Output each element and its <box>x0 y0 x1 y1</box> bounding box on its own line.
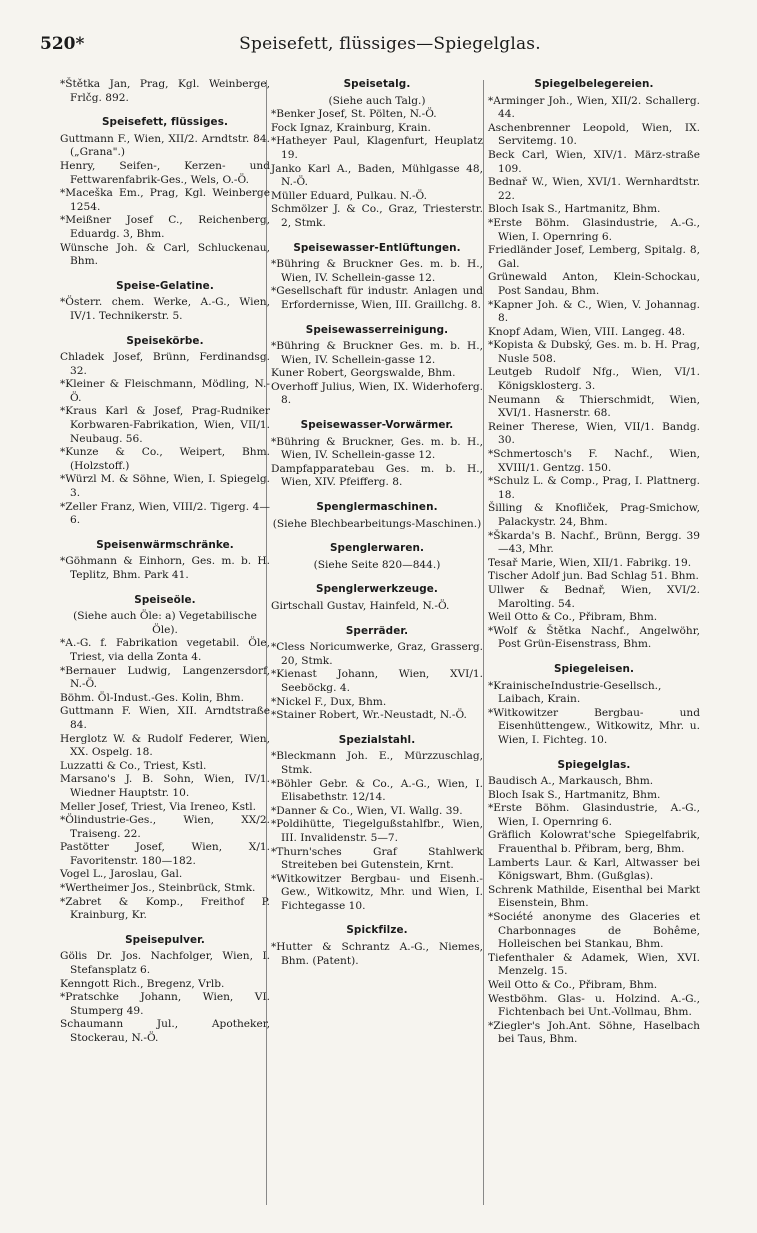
directory-entry: Reiner Therese, Wien, VII/1. Bandg. 30. <box>488 420 700 447</box>
section-note: (Siehe auch Öle: a) Vegetabilische Öle). <box>73 610 257 636</box>
directory-entry: Luzzatti & Co., Triest, Kstl. <box>60 759 207 772</box>
directory-entry: *Cless Noricumwerke, Graz, Grasserg. 20, Stmk. <box>271 641 483 667</box>
directory-entry: Knopf Adam, Wien, VIII. Langeg. 48. <box>488 325 686 338</box>
section-heading: Speisewasserreinigung. <box>305 323 449 336</box>
page-number: 520* <box>40 34 85 54</box>
directory-entry: Henry, Seifen-, Kerzen- und Fettwarenfabrik-Ges., Wels, O.-Ö. <box>60 159 270 186</box>
directory-entry: Vogel L., Jaroslau, Gal. <box>60 868 183 881</box>
directory-entry: Baudisch A., Markausch, Bhm. <box>488 775 654 788</box>
directory-entry: *Ziegler's Joh.Ant. Söhne, Haselbach bei Taus, Bhm. <box>488 1019 700 1046</box>
directory-entry: Girtschall Gustav, Hainfeld, N.-Ö. <box>271 600 450 612</box>
directory-entry: *Böhler Gebr. & Co., A.-G., Wien, I. Elisabethstr. 12/14. <box>271 777 483 804</box>
directory-entry: Ullwer & Bednař, Wien, XVI/2. Marolting. 54. <box>488 583 700 610</box>
section-heading: Spenglerwerkzeuge. <box>316 583 438 596</box>
section-heading: Sperräder. <box>345 624 409 637</box>
directory-entry: Grünewald Anton, Klein-Schockau, Post Sandau, Bhm. <box>488 271 700 297</box>
directory-entry: Weil Otto & Co., Přibram, Bhm. <box>488 611 658 624</box>
column-1 <box>60 78 270 1046</box>
directory-entry: Meller Josef, Triest, Via Ireneo, Kstl. <box>60 800 257 813</box>
directory-entry: Bloch Isak S., Hartmanitz, Bhm. <box>488 203 661 216</box>
section-heading: Spiegeleisen. <box>553 662 635 675</box>
directory-entry: Dampfapparatebau Ges. m. b. H., Wien, XIV. Pfeifferg. 8. <box>271 462 483 489</box>
directory-entry: Guttmann F. Wien, XII. Arndtstraße 84. <box>60 705 270 731</box>
section-heading: Speisenwärmschränke. <box>96 538 234 551</box>
directory-entry: *Danner & Co., Wien, VI. Wallg. 39. <box>271 804 463 817</box>
column-2 <box>271 78 483 968</box>
directory-entry: *Österr. chem. Werke, A.-G., Wien, IV/1. Technikerstr. 5. <box>60 296 270 322</box>
directory-entry: Pastötter Josef, Wien, X/1. Favoritenstr. 180—182. <box>60 841 270 867</box>
directory-entry: *Maceška Em., Prag, Kgl. Weinberge 1254. <box>60 187 270 213</box>
directory-entry: Gräflich Kolowrat'sche Spiegelfabrik, Frauenthal b. Přibram, berg, Bhm. <box>488 829 700 856</box>
section-heading: Speisefett, flüssiges. <box>101 116 229 129</box>
directory-entry: *Wertheimer Jos., Steinbrück, Stmk. <box>60 882 256 895</box>
directory-entry: Böhm. Öl-Indust.-Ges. Kolin, Bhm. <box>60 691 244 704</box>
directory-entry: Šilling & Knofliček, Prag-Smichow, Palackystr. 24, Bhm. <box>488 502 700 528</box>
directory-entry: *Kraus Karl & Josef, Prag-Rudniker Korbwaren-Fabrikation, Wien, VII/1. Neubaug. 56. <box>60 405 270 445</box>
section-heading: Speisekörbe. <box>126 334 204 347</box>
directory-entry: *Poldihütte, Tiegelgußstahlfbr., Wien, III. Invalidenstr. 5—7. <box>271 818 483 844</box>
section-heading: Speiseöle. <box>134 593 196 606</box>
directory-entry: Beck Carl, Wien, XIV/1. März-straße 109. <box>488 148 700 175</box>
directory-entry: Wünsche Joh. & Carl, Schluckenau, Bhm. <box>60 241 270 268</box>
directory-entry: *KrainischeIndustrie-Gesellsch., Laibach, Krain. <box>488 679 662 706</box>
directory-entry: Janko Karl A., Baden, Mühlgasse 48, N.-Ö. <box>271 162 483 189</box>
directory-entry: *Witkowitzer Bergbau- und Eisenhüttengew., Witkowitz, Mhr. u. Wien, I. Fichteg. 10. <box>488 706 700 746</box>
section-heading: Spiegelglas. <box>557 758 631 771</box>
directory-entry: Bloch Isak S., Hartmanitz, Bhm. <box>488 788 661 801</box>
directory-entry: *Kienast Johann, Wien, XVI/1. Seeböckg. 4. <box>271 668 483 694</box>
directory-entry: *Benker Josef, St. Pölten, N.-Ö. <box>271 108 437 121</box>
directory-entry: Friedländer Josef, Lemberg, Spitalg. 8, Gal. <box>488 244 700 270</box>
directory-entry: Kuner Robert, Georgswalde, Bhm. <box>271 367 456 380</box>
directory-entry: Weil Otto & Co., Přibram, Bhm. <box>488 979 658 991</box>
directory-entry: *Bleckmann Joh. E., Mürzzuschlag, Stmk. <box>271 750 483 776</box>
directory-entry: Aschenbrenner Leopold, Wien, IX. Servitemg. 10. <box>488 121 700 148</box>
directory-entry: *Pratschke Johann, Wien, VI. Stumperg 49. <box>60 991 270 1017</box>
directory-entry: *Zabret & Komp., Freithof P. Krainburg, Kr. <box>60 895 270 922</box>
directory-entry: *Štětka Jan, Prag, Kgl. Weinberge, Frlčg. 892. <box>60 78 270 104</box>
directory-entry: Tiefenthaler & Adamek, Wien, XVI. Menzelg. 15. <box>488 951 700 978</box>
directory-entry: Guttmann F., Wien, XII/2. Arndtstr. 84. („Grana".) <box>60 132 270 159</box>
directory-entry: Tesař Marie, Wien, XII/1. Fabrikg. 19. <box>488 556 692 569</box>
directory-entry: *Kapner Joh. & C., Wien, V. Johannag. 8. <box>488 298 700 325</box>
directory-entry: *Bühring & Bruckner Ges. m. b. H., Wien, IV. Schellein-gasse 12. <box>271 340 483 366</box>
directory-entry: Gölis Dr. Jos. Nachfolger, Wien, I. Stefansplatz 6. <box>60 950 270 977</box>
directory-entry: *Hatheyer Paul, Klagenfurt, Heuplatz 19. <box>271 135 483 161</box>
directory-entry: Schaumann Jul., Apotheker, Stockerau, N.-Ö. <box>60 1018 270 1044</box>
section-heading: Spenglermaschinen. <box>316 501 438 514</box>
directory-entry: *Wolf & Štětka Nachf., Angelwöhr, Post Grün-Eisenstrass, Bhm. <box>488 624 700 651</box>
directory-entry: *Stainer Robert, Wr.-Neustadt, N.-Ö. <box>271 709 467 722</box>
section-note: (Siehe auch Talg.) <box>328 94 426 107</box>
directory-entry: *Kleiner & Fleischmann, Mödling, N.-Ö. <box>60 378 270 404</box>
directory-entry: *Erste Böhm. Glasindustrie, A.-G., Wien, I. Opernring 6. <box>488 216 700 243</box>
directory-entry: *Škarda's B. Nachf., Brünn, Bergg. 39—43, Mhr. <box>488 529 700 556</box>
page-header <box>40 34 720 60</box>
directory-entry: Kenngott Rich., Bregenz, Vrlb. <box>60 977 225 990</box>
directory-entry: Müller Eduard, Pulkau. N.-Ö. <box>271 189 427 202</box>
directory-entry: Herglotz W. & Rudolf Federer, Wien, XX. Ospelg. 18. <box>60 732 270 759</box>
section-heading: Spiegelbelegereien. <box>534 78 654 90</box>
directory-entry: *Hutter & Schrantz A.-G., Niemes, Bhm. (Patent). <box>271 941 483 967</box>
directory-entry: Leutgeb Rudolf Nfg., Wien, VI/1. Königsklosterg. 3. <box>488 366 700 393</box>
directory-entry: *Schulz L. & Comp., Prag, I. Plattnerg. 18. <box>488 475 700 501</box>
directory-entry: *Meißner Josef C., Reichenberg, Eduardg. 3, Bhm. <box>60 214 270 240</box>
directory-entry: *Kunze & Co., Weipert, Bhm. (Holzstoff.) <box>60 446 270 472</box>
section-heading: Speisewasser-Vorwärmer. <box>300 419 454 432</box>
directory-entry: *Arminger Joh., Wien, XII/2. Schallerg. 44. <box>488 94 700 121</box>
section-heading: Spickfilze. <box>346 924 408 937</box>
directory-entry: Neumann & Thierschmidt, Wien, XVI/1. Hasnerstr. 68. <box>488 393 700 420</box>
directory-entry: Tischer Adolf jun. Bad Schlag 51. Bhm. <box>488 570 699 583</box>
directory-entry: Westböhm. Glas- u. Holzind. A.-G., Fichtenbach bei Unt.-Vollmau, Bhm. <box>488 992 700 1019</box>
directory-entry: Overhoff Julius, Wien, IX. Widerhoferg. 8. <box>271 380 483 407</box>
directory-entry: *Bernauer Ludwig, Langenzersdorf, N.-Ö. <box>60 664 270 691</box>
page-title: Speisefett, flüssiges—Spiegelglas. <box>239 34 541 54</box>
directory-entry: *A.-G. f. Fabrikation vegetabil. Öle, Triest, via della Zonta 4. <box>60 637 270 663</box>
directory-entry: *Ölindustrie-Ges., Wien, XX/2. Traiseng. 22. <box>60 814 270 840</box>
directory-entry: *Nickel F., Dux, Bhm. <box>271 695 387 708</box>
directory-entry: *Schmertosch's F. Nachf., Wien, XVIII/1. Gentzg. 150. <box>488 448 700 474</box>
directory-entry: *Göhmann & Einhorn, Ges. m. b. H. Teplitz, Bhm. Park 41. <box>60 555 270 581</box>
column-3 <box>488 78 700 1047</box>
column-divider <box>483 80 484 1205</box>
section-note: (Siehe Seite 820—844.) <box>313 558 441 571</box>
directory-entry: *Kopista & Dubský, Ges. m. b. H. Prag, Nusle 508. <box>488 339 700 365</box>
directory-entry: *Bühring & Bruckner, Ges. m. b. H., Wien, IV. Schellein-gasse 12. <box>271 435 483 462</box>
directory-entry: Chladek Josef, Brünn, Ferdinandsg. 32. <box>60 351 270 377</box>
directory-entry: *Société anonyme des Glaceries et Charbonnages de Bohême, Holleischen bei Stankau, Bhm. <box>488 911 700 951</box>
directory-entry: *Thurn'sches Graf Stahlwerk Streiteben bei Gutenstein, Krnt. <box>271 845 483 872</box>
section-heading: Spezialstahl. <box>338 733 416 746</box>
directory-entry: *Zeller Franz, Wien, VIII/2. Tigerg. 4—6. <box>60 500 270 527</box>
section-heading: Speise-Gelatine. <box>116 279 214 292</box>
section-heading: Speisepulver. <box>125 933 205 946</box>
directory-entry: *Gesellschaft für industr. Anlagen und Erfordernisse, Wien, III. Graillchg. 8. <box>271 285 483 311</box>
directory-entry: *Würzl M. & Söhne, Wien, I. Spiegelg. 3. <box>60 473 270 500</box>
section-heading: Spenglerwaren. <box>329 542 425 555</box>
section-note: (Siehe Blechbearbeitungs-Maschinen.) <box>272 517 482 530</box>
directory-entry: *Bühring & Bruckner Ges. m. b. H., Wien, IV. Schellein-gasse 12. <box>271 258 483 284</box>
directory-entry: *Erste Böhm. Glasindustrie, A.-G., Wien, I. Opernring 6. <box>488 802 700 828</box>
directory-entry: Bednař W., Wien, XVI/1. Wernhardtstr. 22. <box>488 176 700 202</box>
directory-entry: Lamberts Laur. & Karl, Altwasser bei Königswart, Bhm. (Gußglas). <box>488 856 700 883</box>
section-heading: Speisewasser-Entlüftungen. <box>293 241 461 254</box>
directory-entry: Schmölzer J. & Co., Graz, Triesterstr. 2, Stmk. <box>271 203 483 229</box>
directory-entry: Schrenk Mathilde, Eisenthal bei Markt Eisenstein, Bhm. <box>488 883 700 910</box>
directory-entry: *Witkowitzer Bergbau- und Eisenh.-Gew., Witkowitz, Mhr. und Wien, I. Fichtegasse 10. <box>271 872 483 912</box>
section-heading: Speisetalg. <box>343 78 411 90</box>
directory-entry: Marsano's J. B. Sohn, Wien, IV/1. Wiedner Hauptstr. 10. <box>60 773 270 799</box>
directory-entry: Fock Ignaz, Krainburg, Krain. <box>271 121 431 134</box>
